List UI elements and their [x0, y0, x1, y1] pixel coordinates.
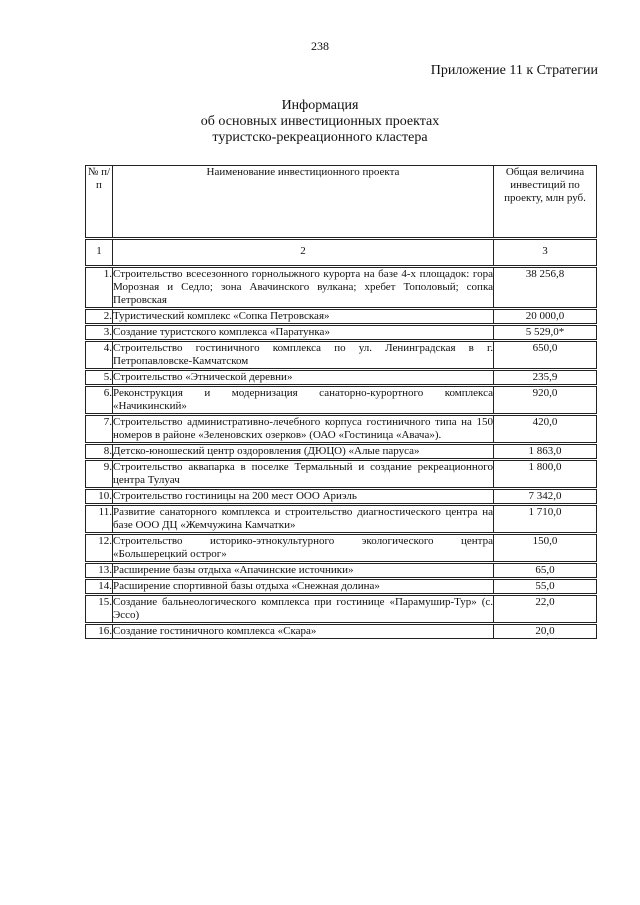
row-number: 3.	[86, 325, 113, 341]
table-row	[86, 341, 597, 370]
column-index: 1	[86, 239, 113, 267]
investment-amount: 420,0	[494, 415, 597, 444]
project-name: Строительство административно-лечебного корпуса гостиничного типа на 150 номеров в районе «Зеленовских озерков» (ОАО «Гостиница «Авача»).	[113, 415, 494, 444]
row-number: 15.	[86, 595, 113, 624]
investment-amount: 235,9	[494, 370, 597, 386]
investment-amount: 5 529,0*	[494, 325, 597, 341]
investment-amount: 1 710,0	[494, 505, 597, 534]
investment-amount: 20,0	[494, 624, 597, 639]
row-number: 16.	[86, 624, 113, 639]
table-row	[86, 624, 597, 639]
table-row	[86, 595, 597, 624]
header-number: № п/п	[86, 166, 113, 239]
project-name: Расширение базы отдыха «Апачинские источники»	[113, 563, 494, 579]
project-name: Создание туристского комплекса «Паратунка»	[113, 325, 494, 341]
investment-projects-table	[85, 165, 597, 639]
investment-amount: 20 000,0	[494, 309, 597, 325]
document-title	[0, 98, 640, 146]
row-number: 12.	[86, 534, 113, 563]
row-number: 5.	[86, 370, 113, 386]
row-number: 7.	[86, 415, 113, 444]
project-name: Создание гостиничного комплекса «Скара»	[113, 624, 494, 639]
project-name: Строительство историко-этнокультурного экологического центра «Большерецкий острог»	[113, 534, 494, 563]
header-project-name: Наименование инвестиционного проекта	[113, 166, 494, 239]
investment-amount: 920,0	[494, 386, 597, 415]
table-row	[86, 460, 597, 489]
column-index: 2	[113, 239, 494, 267]
project-name: Строительство всесезонного горнолыжного курорта на базе 4-х площадок: гора Морозная и Седло; зона Авачинского вулкана; хребет Тополовый; сопка Петровская	[113, 267, 494, 309]
investment-amount: 22,0	[494, 595, 597, 624]
table-row	[86, 386, 597, 415]
table-row	[86, 415, 597, 444]
project-name: Строительство гостиничного комплекса по ул. Ленинградская в г. Петропавловске-Камчатском	[113, 341, 494, 370]
investment-amount: 1 863,0	[494, 444, 597, 460]
project-name: Развитие санаторного комплекса и строительство диагностического центра на базе ООО ДЦ «Жемчужина Камчатки»	[113, 505, 494, 534]
investment-amount: 38 256,8	[494, 267, 597, 309]
investment-amount: 150,0	[494, 534, 597, 563]
investment-amount: 7 342,0	[494, 489, 597, 505]
project-name: Строительство «Этнической деревни»	[113, 370, 494, 386]
table-row	[86, 534, 597, 563]
row-number: 9.	[86, 460, 113, 489]
table-row	[86, 267, 597, 309]
title-line-1: Информация	[281, 98, 359, 113]
row-number: 14.	[86, 579, 113, 595]
row-number: 13.	[86, 563, 113, 579]
project-name: Расширение спортивной базы отдыха «Снежная долина»	[113, 579, 494, 595]
header-investment-total: Общая величина инвестиций по проекту, млн руб.	[494, 166, 597, 239]
project-name: Детско-юношеский центр оздоровления (ДЮЦО) «Алые паруса»	[113, 444, 494, 460]
title-line-3: туристско-рекреационного кластера	[212, 130, 428, 145]
project-name: Создание бальнеологического комплекса при гостинице «Парамушир-Тур» (с. Эссо)	[113, 595, 494, 624]
table-row	[86, 370, 597, 386]
table-row	[86, 489, 597, 505]
column-index-row	[86, 239, 597, 267]
project-name: Туристический комплекс «Сопка Петровская»	[113, 309, 494, 325]
investment-amount: 55,0	[494, 579, 597, 595]
column-index: 3	[494, 239, 597, 267]
row-number: 8.	[86, 444, 113, 460]
row-number: 10.	[86, 489, 113, 505]
table-header-row	[86, 166, 597, 239]
table-row	[86, 325, 597, 341]
table-row	[86, 444, 597, 460]
investment-amount: 1 800,0	[494, 460, 597, 489]
investment-amount: 650,0	[494, 341, 597, 370]
table-row	[86, 505, 597, 534]
title-line-2: об основных инвестиционных проектах	[200, 114, 440, 129]
project-name: Строительство гостиницы на 200 мест ООО Ариэль	[113, 489, 494, 505]
row-number: 6.	[86, 386, 113, 415]
appendix-reference: Приложение 11 к Стратегии	[430, 63, 598, 78]
row-number: 11.	[86, 505, 113, 534]
project-name: Реконструкция и модернизация санаторно-курортного комплекса «Начикинский»	[113, 386, 494, 415]
project-name: Строительство аквапарка в поселке Термальный и создание рекреационного центра Тулуач	[113, 460, 494, 489]
table-row	[86, 563, 597, 579]
row-number: 1.	[86, 267, 113, 309]
row-number: 2.	[86, 309, 113, 325]
page-number: 238	[311, 39, 329, 53]
table-row	[86, 579, 597, 595]
row-number: 4.	[86, 341, 113, 370]
table-row	[86, 309, 597, 325]
investment-amount: 65,0	[494, 563, 597, 579]
